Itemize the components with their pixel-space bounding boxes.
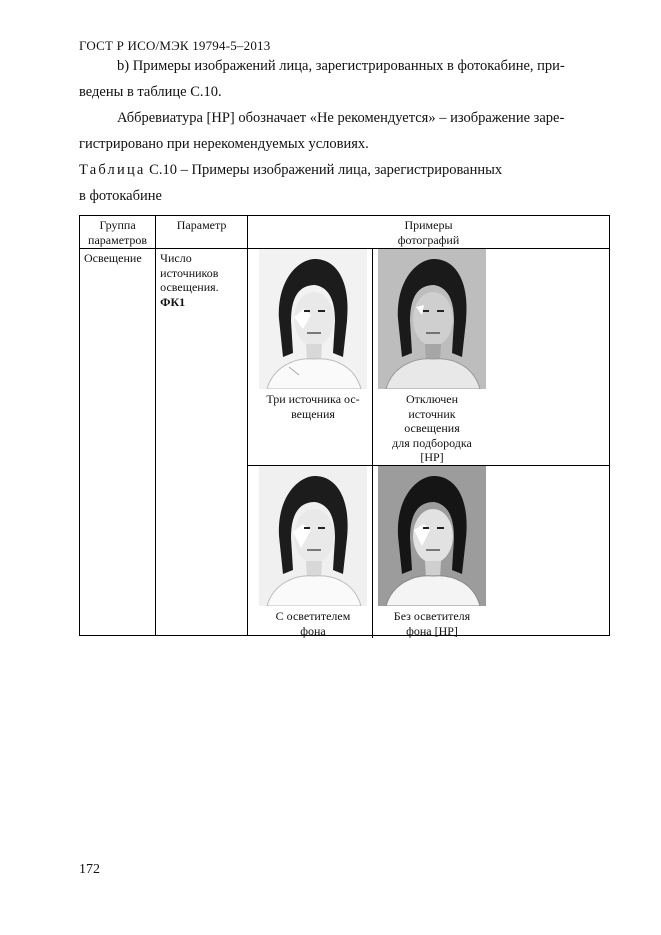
- cell-group: [80, 249, 156, 636]
- photo-caption-2: [373, 392, 491, 465]
- photo-caption-3-line1: С осветителем: [275, 609, 351, 623]
- header-param: [156, 216, 248, 249]
- face-photo-with-background-light: [259, 466, 367, 606]
- photo-example-1: [254, 249, 372, 421]
- paragraph-abbreviation-line1: Аббревиатура [НР] обозначает «Не рекомендуется» – изображение заре-: [117, 110, 565, 126]
- cell-group-text: Освещение: [84, 251, 142, 265]
- photo-caption-2-line5: [НР]: [420, 450, 444, 464]
- photo-caption-3-line2: фона: [300, 623, 326, 638]
- cell-photos: [248, 249, 610, 636]
- table-caption-line2: в фотокабине: [79, 188, 162, 204]
- cell-param-line3: освещения.: [160, 280, 219, 294]
- table-header-row: [80, 216, 610, 249]
- header-group-line2: параметров: [88, 232, 148, 247]
- header-examples: [248, 216, 610, 249]
- document-header: ГОСТ Р ИСО/МЭК 19794-5–2013: [79, 38, 271, 53]
- cell-param: [156, 249, 248, 636]
- table-caption: [79, 157, 609, 209]
- cell-param-code: ФК1: [160, 294, 186, 309]
- photo-caption-4: [373, 609, 491, 638]
- paragraph-b-line2: ведены в таблице С.10.: [79, 84, 222, 100]
- photo-caption-2-line3: освещения: [404, 421, 460, 435]
- photo-caption-3: [254, 609, 372, 638]
- paragraph-b-line1: b) Примеры изображений лица, зарегистрированных в фотокабине, при-: [117, 58, 565, 74]
- paragraph-abbreviation: [79, 105, 609, 157]
- face-photo-three-lights: [259, 249, 367, 389]
- paragraph-b: [79, 53, 609, 105]
- cell-param-line2: источников: [160, 265, 219, 280]
- table-row: [80, 249, 610, 636]
- cell-param-line1: Число: [160, 251, 192, 265]
- photo-caption-1-line1: Три источника ос-: [266, 392, 360, 406]
- paragraph-abbreviation-line2: гистрировано при нерекомендуемых условиях.: [79, 136, 369, 152]
- table-caption-text: С.10 – Примеры изображений лица, зарегистрированных: [145, 162, 503, 178]
- examples-table: [79, 215, 610, 636]
- photo-example-3: [254, 466, 372, 638]
- header-group: [80, 216, 156, 249]
- face-photo-chin-light-off: [378, 249, 486, 389]
- header-examples-line2: фотографий: [397, 232, 460, 247]
- header-examples-line1: Примеры: [404, 218, 453, 232]
- table-caption-label: Таблица: [79, 162, 146, 178]
- photo-example-4: [372, 466, 491, 638]
- header-param-text: Параметр: [176, 218, 227, 232]
- photo-row-2: [248, 466, 609, 638]
- photo-caption-4-line1: Без осветителя: [393, 609, 471, 623]
- photo-caption-1: [254, 392, 372, 421]
- photo-caption-1-line2: вещения: [291, 406, 335, 421]
- face-photo-no-background-light: [378, 466, 486, 606]
- photo-caption-2-line1: Отключен: [405, 392, 459, 406]
- photo-caption-4-line2: фона [НР]: [406, 623, 458, 638]
- header-group-line1: Группа: [99, 218, 136, 232]
- page-number: 172: [79, 862, 100, 877]
- photo-caption-2-line4: для подбородка: [392, 435, 472, 450]
- photo-row-1: [248, 249, 609, 465]
- photo-example-2: [372, 249, 491, 465]
- photo-caption-2-line2: источник: [408, 406, 456, 421]
